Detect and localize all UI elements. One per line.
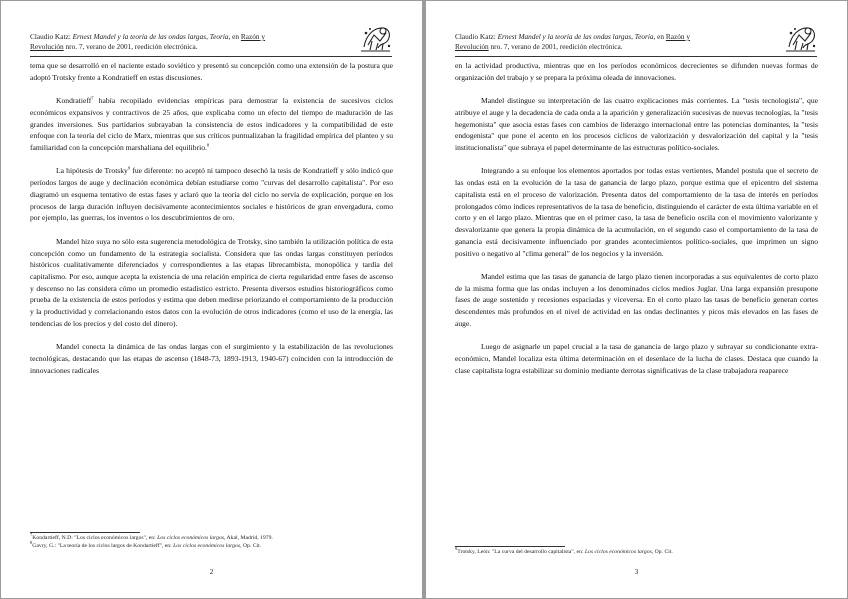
paragraph: Mandel hizo suya no sólo esta sugerencia metodológica de Trotsky, sino también la utilización política de esta concepción como un fundamento de la estrategia socialista. Considera que las ondas largas constituyen períodos históricos cualitativamente diferenciados y correspondientes a las etapas librecambista, monopólica y tardía del capitalismo. Por eso, aunque acepta la existencia de una relación empírica de cierta regularidad entre fases de ascenso y descenso no las considera cómo un promedio estadístico estricto. Presenta diversos estudios historiográficos como prueba de la existencia de estos períodos y estima que deben medirse priorizando el comportamiento de la producción y la productividad y correlacionando estos datos con la evolución de otros indicadores (como el uso de la energía, las tendencias de los precios y del costo del dinero). (30, 236, 393, 328)
footnote-ref: 8 (206, 142, 210, 148)
paragraph: La hipótesis de Trotsky$^9$ fue diferente: no aceptó ni tampoco desechó la tesis de Kondratieff y sólo indicó que períodos largos de auge y declinación económica debían estudiarse como "curvas del desarrollo capitalista". Por eso diagramó un esquema tentativo de estas fases y aclaró que la teoría del ciclo no servía de explicación, porque en los procesos de larga duración influyen decisivamente acontecimientos sociales e históricos de gran envergadura, como por ejemplo, las guerras, los inventos o los descubrimientos de oro. (30, 165, 393, 223)
journal-logo-icon (356, 21, 394, 55)
footnote-divider (455, 546, 565, 547)
body-text (30, 60, 393, 376)
header-link-revolucion[interactable]: Revolución (455, 42, 489, 51)
paragraph: Mandel distingue su interpretación de las cuatro explicaciones más corrientes. La "tesis tecnologista", que atribuye el auge y la decadencia de cada onda a la aparición y generalización sucesivas de nuevas tecnologías, la "tesis hegemonista" que asocia estas fases con cambios de liderazgo internacional entre las potencias dominantes, la "tesis endogenista" que pone el acento en los procesos cíclicos de valorización y desvalorización del capital y la "tesis institucionalista" que subraya el papel determinante de las estructuras político-sociales. (455, 96, 818, 153)
page-header (30, 32, 330, 52)
header-comma: , (206, 32, 210, 41)
footnote: $^9$Trotsky, León: "La curva del desarrollo capitalista", en: Los ciclos económicos largos, Op. Cit. (455, 546, 673, 555)
document-page-left (1, 1, 422, 598)
header-divider (30, 56, 392, 57)
header-issue: nro. 7, verano de 2001, reedición electrónica. (490, 42, 623, 51)
header-journal: Teoría (209, 32, 229, 41)
paragraph: Luego de asignarle un papel crucial a la tasa de ganancia de largo plazo y subrayar su condicionante extra-económico, Mandel localiza esta última determinación en el desenlace de la lucha de clases. Destaca que cuando la clase capitalista logra estabilizar su dominio mediante derrotas significativas de la clase trabajadora reaparece (455, 342, 818, 375)
header-divider (455, 56, 817, 57)
header-article-title: Ernest Mandel y la teoría de las ondas largas (497, 32, 632, 41)
page-number: 3 (634, 568, 639, 576)
footnotes (30, 532, 393, 551)
page-number: 2 (209, 568, 214, 576)
page-header (455, 32, 755, 52)
header-author: Claudio Katz: (30, 32, 71, 41)
header-article-title: Ernest Mandel y la teoría de las ondas largas (72, 32, 207, 41)
footnote: $^7$Kondartieff, N.D: "Los ciclos económicos largos", en: Los ciclos económicos largos, Akal, Madrid, 1979. (30, 532, 273, 541)
paragraph: tema que se desarrolló en el naciente estado soviético y presentó su concepción como una extensión de la postura que adoptó Trotsky frente a Kondratieff en estas discusiones. (30, 61, 393, 82)
header-comma: , (631, 32, 635, 41)
journal-logo-icon (781, 21, 819, 55)
footnote-ref: 9 (127, 165, 131, 171)
header-link-revolucion[interactable]: Revolución (30, 42, 64, 51)
footnotes (455, 546, 818, 557)
footnote: $^8$Gavry, G.: "La teoría de los ciclos largos de Kondartieff", en: Los ciclos económicos largos, Op. Cit. (30, 540, 262, 550)
paragraph: Kondratieff$^7$ había recopilado evidencias empíricas para demostrar la existencia de sucesivos ciclos económicos expansivos y contractivos de 25 años, que explicaba como un efecto del tiempo de maduración de las grandes inversiones. Sus partidarios subrayaban la consistencia de estos indicadores y la compatibilidad de este enfoque con la teoría del ciclo de Marx, mientras que sus críticos puntualizaban la fragilidad empírica del planteo y su familiaridad con la concepción marshaliana del equilibrio.$^8$ (30, 95, 393, 153)
paragraph: Integrando a su enfoque los elementos aportados por todas estas vertientes, Mandel postula que el secreto de las ondas está en la evolución de la tasa de ganancia de largo plazo, porque estima que el epicentro del sistema capitalista está en el proceso de valorización. Presenta datos del comportamiento de la tasa de interés en períodos prolongados cómo índices representativos de la tasa de beneficio, distinguiendo el carácter de esta última variable en el corto y en el largo plazo. Mientras que en el primer caso, la tasa de beneficio oscila con el movimiento valorizante y desvalorizante que genera la propia dinámica de la acumulación, en el segundo caso el comportamiento de la tasa de ganancia está decisivamente influenciado por grandes acontecimientos político-sociales, que imprimen un signo positivo o negativo al "clima general" de los negocios y la inversión. (455, 166, 818, 258)
header-in: , en (228, 32, 240, 41)
header-in: , en (653, 32, 665, 41)
header-journal: Teoría (634, 32, 654, 41)
paragraph: Mandel conecta la dinámica de las ondas largas con el surgimiento y la estabilización de las revoluciones tecnológicas, destacando que las etapas de ascenso (1848-73, 1893-1913, 1940-67) coinciden con la introducción de innovaciones radicales (30, 342, 393, 375)
paragraph: Mandel estima que las tasas de ganancia de largo plazo tienen incorporadas a sus equivalentes de corto plazo de la misma forma que las ondas incluyen a los denominados ciclos medios Juglar. Una larga expansión presupone fases de auge sostenido y recesiones espaciadas y viceversa. En el corto plazo las tasas de beneficio generan cortes descendentes más profundos en el nivel de actividad en las ondas declinantes y picos más elevados en las fases de auge. (455, 271, 818, 328)
header-issue: nro. 7, verano de 2001, reedición electrónica. (65, 42, 198, 51)
document-page-right (426, 1, 847, 598)
paragraph: en la actividad productiva, mientras que en los períodos económicos decrecientes se difunden nuevas formas de organización del trabajo y se prepara la próxima oleada de innovaciones. (455, 61, 818, 82)
footnote-ref: 7 (91, 95, 94, 101)
header-link-razon[interactable]: Razón y (665, 32, 691, 41)
body-text (455, 60, 818, 376)
footnote-divider (30, 532, 140, 533)
header-author: Claudio Katz: (455, 32, 496, 41)
header-link-razon[interactable]: Razón y (240, 32, 266, 41)
